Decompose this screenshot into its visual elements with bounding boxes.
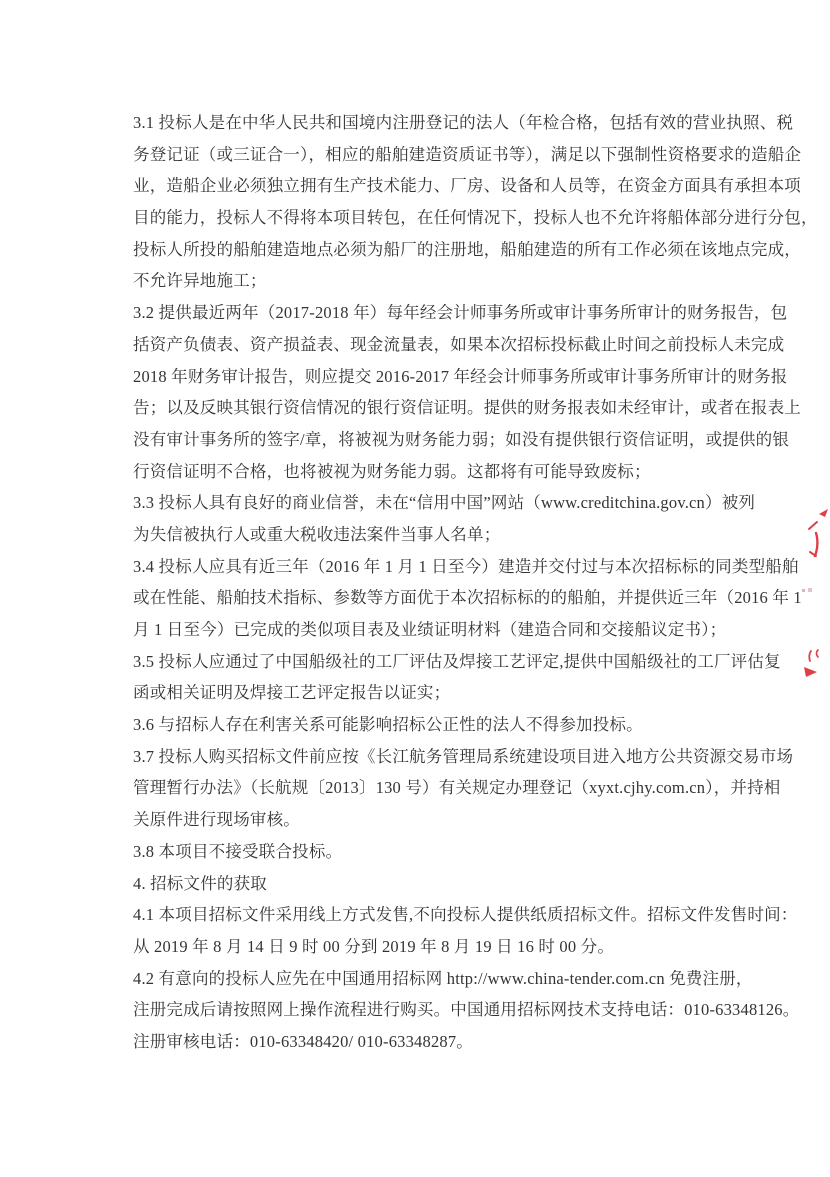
gray-smudge-icon [801,585,815,595]
text-line: 没有审计事务所的签字/章，将被视为财务能力弱；如没有提供银行资信证明，或提供的银 [133,429,790,449]
text-line: 或在性能、船舶技术指标、参数等方面优于本次招标标的的船舶，并提供近三年（2016 年 1 [133,588,802,608]
text-line: 3.6 与招标人存在利害关系可能影响招标公正性的法人不得参加投标。 [133,715,643,735]
text-line: 3.5 投标人应通过了中国船级社的工厂评估及焊接工艺评定,提供中国船级社的工厂评估复 [133,651,781,671]
red-pen-mark-lower-icon [797,648,825,680]
section-4-1 [133,899,798,962]
text-line: 4. 招标文件的获取 [133,873,267,893]
section-3-1 [133,107,818,297]
section-3-5 [133,646,781,709]
text-line: 目的能力，投标人不得将本项目转包，在任何情况下，投标人也不允许将船体部分进行分包， [133,208,818,228]
section-4 [133,868,711,900]
red-pen-mark-upper-icon [800,505,830,561]
text-line: 括资产负债表、资产损益表、现金流量表，如果本次招标投标截止时间之前投标人未完成 [133,334,785,354]
text-line: 3.4 投标人应具有近三年（2016 年 1 月 1 日至今）建造并交付过与本次招标标的同类型船舶 [133,556,799,576]
text-line: 注册完成后请按照网上操作流程进行购买。中国通用招标网技术支持电话：010-63348126。 [133,1000,800,1020]
text-line: 3.3 投标人具有良好的商业信誉，未在“信用中国”网站（www.creditchina.gov.cn）被列 [133,493,756,513]
text-line: 业，造船企业必须独立拥有生产技术能力、厂房、设备和人员等，在资金方面具有承担本项 [133,176,801,196]
text-line: 行资信证明不合格，也将被视为财务能力弱。这都将有可能导致废标； [133,461,651,481]
text-line: 告；以及反映其银行资信情况的银行资信证明。提供的财务报表如未经审计，或者在报表上 [133,398,801,418]
text-line: 3.8 本项目不接受联合投标。 [133,841,343,861]
text-block [133,107,818,1058]
text-line: 务登记证（或三证合一），相应的船舶建造资质证书等），满足以下强制性资格要求的造船企 [133,144,802,164]
text-line: 不允许异地施工； [133,271,267,291]
section-3-7 [133,741,794,836]
text-line: 注册审核电话：010-63348420/ 010-63348287。 [133,1031,473,1051]
section-3-3 [133,487,756,550]
section-3-6 [133,709,711,741]
text-line: 3.1 投标人是在中华人民共和国境内注册登记的法人（年检合格，包括有效的营业执照、税 [133,113,794,132]
text-line: 管理暂行办法》（长航规〔2013〕130 号）有关规定办理登记（xyxt.cjhy.com.cn），并持相 [133,778,781,798]
section-3-8 [133,836,711,868]
text-line: 投标人所投的船舶建造地点必须为船厂的注册地，船舶建造的所有工作必须在该地点完成， [133,239,801,259]
text-line: 月 1 日至今）已完成的类似项目表及业绩证明材料（建造合同和交接船议定书）； [133,620,727,639]
text-line: 从 2019 年 8 月 14 日 9 时 00 分到 2019 年 8 月 19 日 16 时 00 分。 [133,936,615,956]
text-line: 为失信被执行人或重大税收违法案件当事人名单； [133,524,501,544]
section-4-2 [133,963,800,1058]
text-line: 2018 年财务审计报告，则应提交 2016-2017 年经会计师事务所或审计事务所审计的财务报 [133,366,788,386]
text-line: 4.2 有意向的投标人应先在中国通用招标网 http://www.china-tender.com.cn 免费注册， [133,968,753,988]
text-line: 函或相关证明及焊接工艺评定报告以证实； [133,683,451,703]
text-line: 3.7 投标人购买招标文件前应按《长江航务管理局系统建设项目进入地方公共资源交易市场 [133,746,794,766]
text-line: 关原件进行现场审核。 [133,810,300,830]
section-3-4 [133,551,802,646]
text-line: 4.1 本项目招标文件采用线上方式发售,不向投标人提供纸质招标文件。招标文件发售时间： [133,905,798,925]
text-line: 3.2 提供最近两年（2017-2018 年）每年经会计师事务所或审计事务所审计的财务报告，包 [133,303,788,323]
section-3-2 [133,297,801,487]
